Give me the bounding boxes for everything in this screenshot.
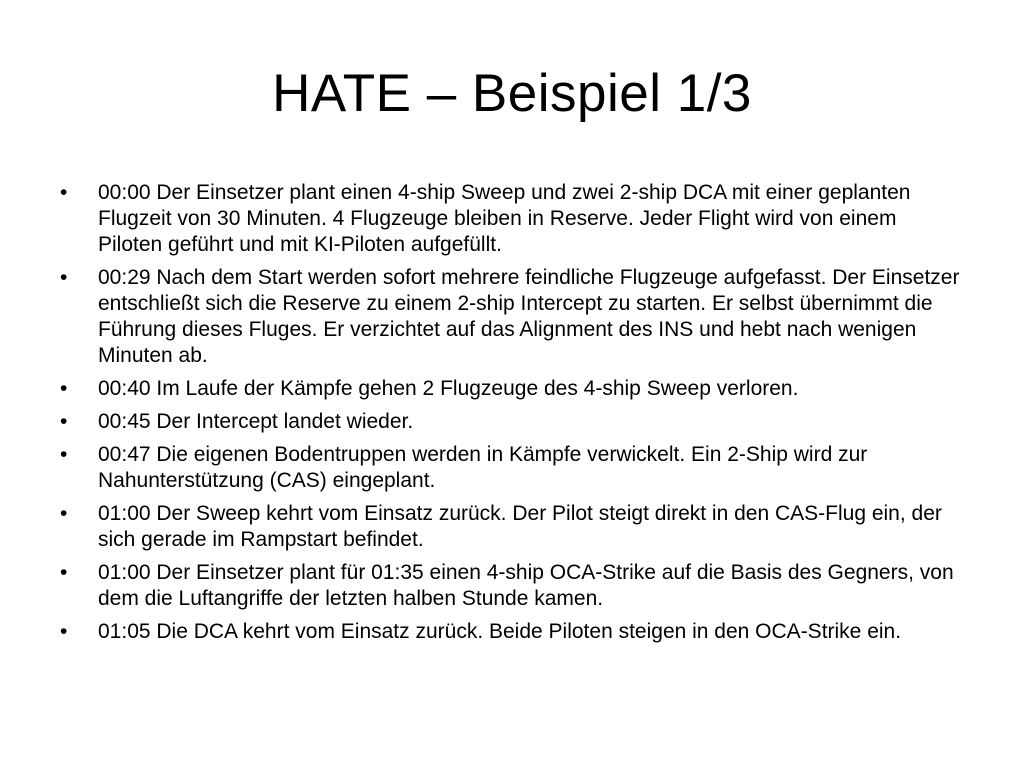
- bullet-text: 00:00 Der Einsetzer plant einen 4-ship Sweep und zwei 2-ship DCA mit einer geplanten Flugzeit von 30 Minuten. 4 Flugzeuge bleiben in Reserve. Jeder Flight wird von einem Piloten geführt und mit KI-Piloten aufgefüllt.: [98, 181, 911, 256]
- bullet-dot-icon: •: [60, 620, 68, 643]
- bullet-dot-icon: •: [60, 181, 68, 204]
- bullet-dot-icon: •: [60, 502, 68, 525]
- slide-title: HATE – Beispiel 1/3: [272, 64, 752, 123]
- bullet-text: 01:05 Die DCA kehrt vom Einsatz zurück. Beide Piloten steigen in den OCA-Strike ein.: [98, 620, 902, 643]
- bullet-dot-icon: •: [60, 377, 68, 400]
- bullet-item: [60, 409, 965, 435]
- bullet-text: 00:47 Die eigenen Bodentruppen werden in Kämpfe verwickelt. Ein 2-Ship wird zur Nahunterstützung (CAS) eingeplant.: [98, 443, 868, 492]
- bullet-text: 01:00 Der Sweep kehrt vom Einsatz zurück. Der Pilot steigt direkt in den CAS-Flug ein, der sich gerade im Rampstart befindet.: [98, 502, 942, 551]
- bullet-item: [60, 619, 965, 645]
- bullet-list: [60, 180, 965, 652]
- bullet-item: [60, 265, 965, 369]
- bullet-dot-icon: •: [60, 561, 68, 584]
- bullet-dot-icon: •: [60, 266, 68, 289]
- bullet-item: [60, 442, 965, 494]
- bullet-dot-icon: •: [60, 410, 68, 433]
- bullet-item: [60, 180, 965, 258]
- bullet-text: 00:45 Der Intercept landet wieder.: [98, 410, 414, 433]
- bullet-item: [60, 376, 965, 402]
- bullet-text: 00:29 Nach dem Start werden sofort mehrere feindliche Flugzeuge aufgefasst. Der Einsetzer entschließt sich die Reserve zu einem 2-ship Intercept zu starten. Er selbst übernimmt die Führung dieses Fluges. Er verzichtet auf das Alignment des INS und hebt nach wenigen Minuten ab.: [98, 266, 960, 367]
- bullet-text: 00:40 Im Laufe der Kämpfe gehen 2 Flugzeuge des 4-ship Sweep verloren.: [98, 377, 799, 400]
- bullet-text: 01:00 Der Einsetzer plant für 01:35 einen 4-ship OCA-Strike auf die Basis des Gegners, von dem die Luftangriffe der letzten halben Stunde kamen.: [98, 561, 954, 610]
- bullet-item: [60, 560, 965, 612]
- bullet-item: [60, 501, 965, 553]
- bullet-dot-icon: •: [60, 443, 68, 466]
